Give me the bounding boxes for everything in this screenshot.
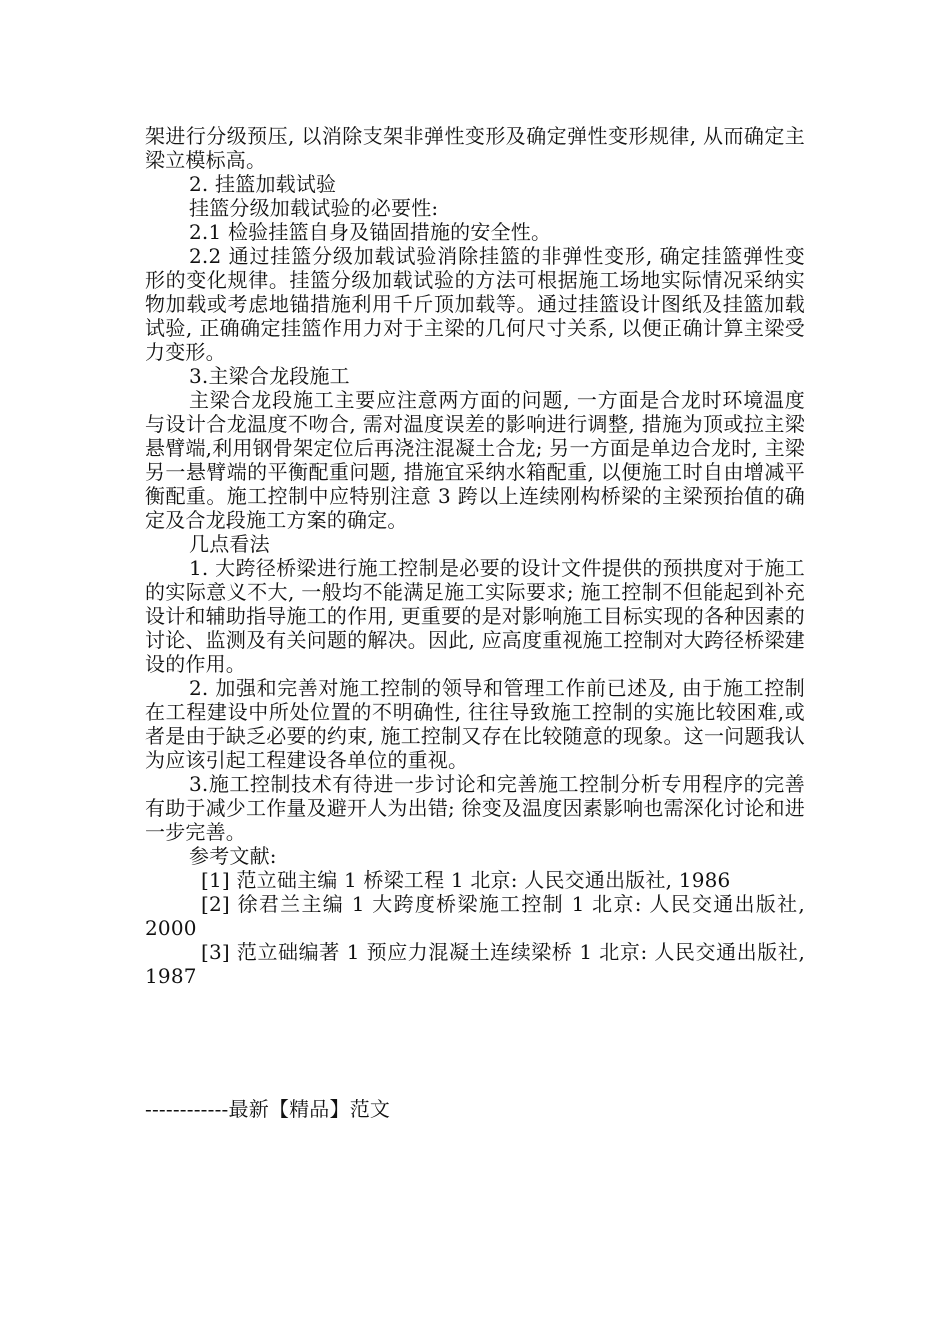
list-item: 1. 大跨径桥梁进行施工控制是必要的设计文件提供的预拱度对于施工的实际意义不大, 一般均不能满足施工实际要求; 施工控制不但能起到补充设计和辅助指导施工的作用, 更重要的是对影响施工目标实现的各种因素的讨论、监测及有关问题的解决。因此, 应高度重视施工控制对大跨径桥梁建设的作用。	[145, 556, 805, 676]
section-heading-closure-segment: 3.主梁合龙段施工	[189, 364, 350, 388]
body-paragraph: 主梁合龙段施工主要应注意两方面的问题, 一方面是合龙时环境温度与设计合龙温度不吻合, 需对温度误差的影响进行调整, 措施为顶或拉主梁悬臂端,利用钢骨架定位后再浇注混凝土合龙; 另一方面是单边合龙时, 主梁另一悬臂端的平衡配重问题, 措施宜采纳水箱配重, 以便施工时自由增减平衡配重。施工控制中应特别注意 3 跨以上连续刚构桥梁的主梁预抬值的确定及合龙段施工方案的确定。	[145, 388, 805, 532]
reference-item: [1] 范立础主编 1 桥梁工程 1 北京: 人民交通出版社, 1986	[201, 868, 731, 892]
body-paragraph: 架进行分级预压, 以消除支架非弹性变形及确定弹性变形规律, 从而确定主梁立模标高。	[145, 124, 805, 172]
body-paragraph: 挂篮分级加载试验的必要性:	[189, 196, 439, 220]
section-heading-opinions: 几点看法	[189, 532, 270, 556]
references-heading: 参考文献:	[189, 844, 277, 868]
list-item: 2. 加强和完善对施工控制的领导和管理工作前已述及, 由于施工控制在工程建设中所处位置的不明确性, 往往导致施工控制的实施比较困难,或者是由于缺乏必要的约束, 施工控制又存在比较随意的现象。这一问题我认为应该引起工程建设各单位的重视。	[145, 676, 805, 772]
document-body	[145, 124, 805, 988]
section-heading-basket-test: 2. 挂篮加载试验	[189, 172, 337, 196]
reference-item: [3] 范立础编著 1 预应力混凝土连续梁桥 1 北京: 人民交通出版社, 1987	[145, 940, 805, 988]
list-item: 3.施工控制技术有待进一步讨论和完善施工控制分析专用程序的完善有助于减少工作量及避开人为出错; 徐变及温度因素影响也需深化讨论和进一步完善。	[145, 772, 805, 844]
list-item: 2.1 检验挂篮自身及锚固措施的安全性。	[189, 220, 552, 244]
reference-item: [2] 徐君兰主编 1 大跨度桥梁施工控制 1 北京: 人民交通出版社, 2000	[145, 892, 805, 940]
page-footer: ------------最新【精品】范文	[145, 1097, 391, 1121]
list-item: 2.2 通过挂篮分级加载试验消除挂篮的非弹性变形, 确定挂篮弹性变形的变化规律。挂篮分级加载试验的方法可根据施工场地实际情况采纳实物加载或考虑地锚措施利用千斤顶加载等。通过挂篮设计图纸及挂篮加载试验, 正确确定挂篮作用力对于主梁的几何尺寸关系, 以便正确计算主梁受力变形。	[145, 244, 805, 364]
